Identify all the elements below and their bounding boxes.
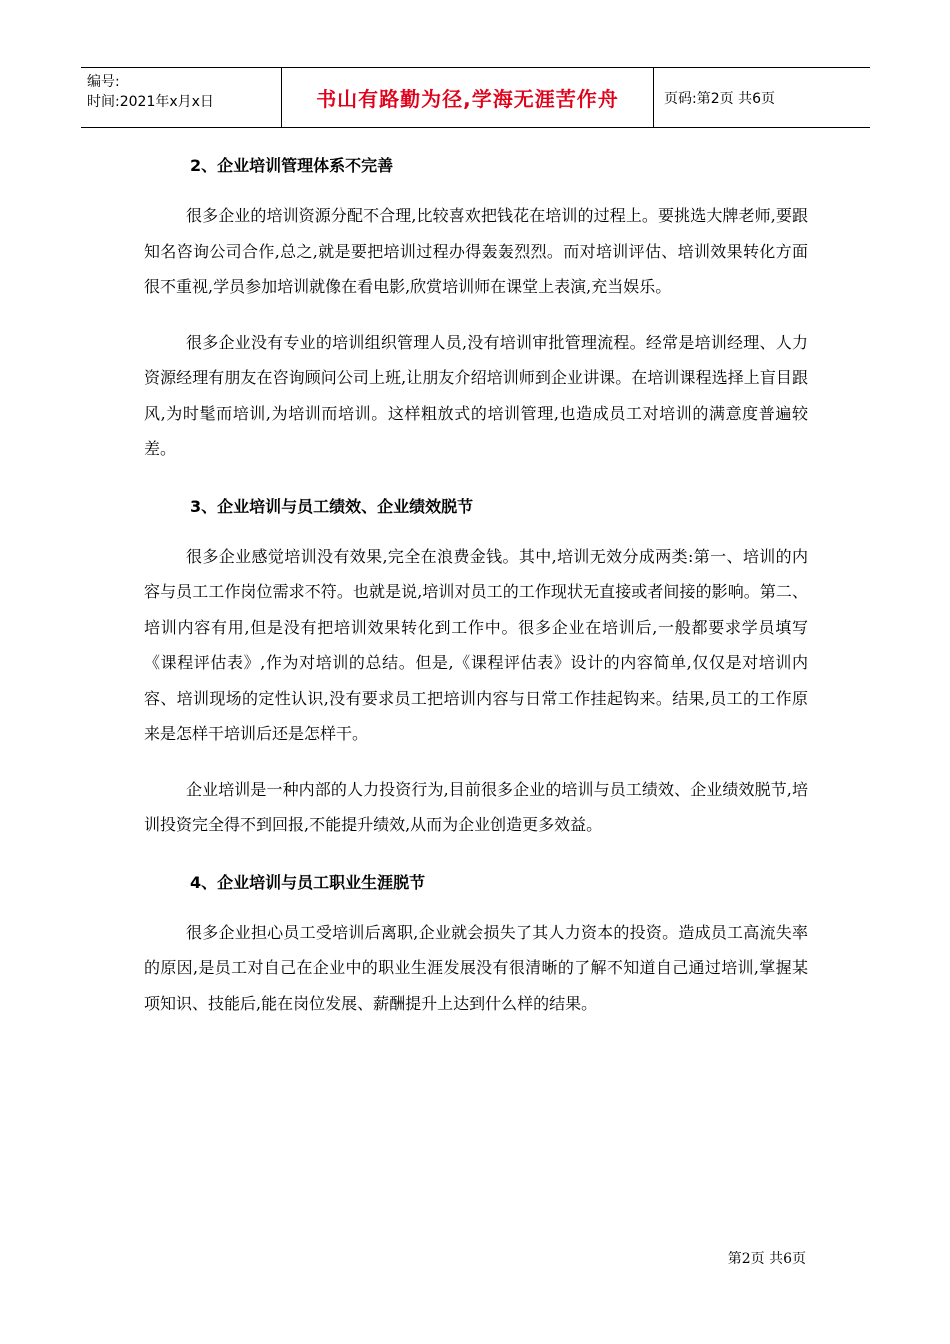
section-4	[144, 863, 808, 1022]
paragraph: 很多企业没有专业的培训组织管理人员,没有培训审批管理流程。经常是培训经理、人力资源经理有朋友在咨询顾问公司上班,让朋友介绍培训师到企业讲课。在培训课程选择上盲目跟风,为时髦而培训,为培训而培训。这样粗放式的培训管理,也造成员工对培训的满意度普遍较差。	[144, 332, 808, 458]
section-3	[144, 487, 808, 863]
document-number-label: 编号:	[87, 74, 120, 90]
paragraph: 很多企业感觉培训没有效果,完全在浪费金钱。其中,培训无效分成两类:第一、培训的内容与员工工作岗位需求不符。也就是说,培训对员工的工作现状无直接或者间接的影响。第二、培训内容有用,但是没有把培训效果转化到工作中。很多企业在培训后,一般都要求学员填写《课程评估表》,作为对培训的总结。但是,《课程评估表》设计的内容简单,仅仅是对培训内容、培训现场的定性认识,没有要求员工把培训内容与日常工作挂起钩来。结果,员工的工作原来是怎样干培训后还是怎样干。	[144, 546, 808, 743]
page-footer: 第2页 共6页	[727, 1251, 806, 1267]
header-meta	[81, 68, 282, 127]
section-heading: 4、企业培训与员工职业生涯脱节	[190, 872, 426, 892]
paragraph: 企业培训是一种内部的人力投资行为,目前很多企业的培训与员工绩效、企业绩效脱节,培训投资完全得不到回报,不能提升绩效,从而为企业创造更多效益。	[144, 779, 808, 834]
paragraph: 很多企业担心员工受培训后离职,企业就会损失了其人力资本的投资。造成员工高流失率的原因,是员工对自己在企业中的职业生涯发展没有很清晰的了解不知道自己通过培训,掌握某项知识、技能后,能在岗位发展、薪酬提升上达到什么样的结果。	[144, 922, 808, 1013]
header-motto: 书山有路勤为径,学海无涯苦作舟	[282, 68, 654, 127]
document-body	[144, 146, 808, 1021]
document-date: 时间:2021年x月x日	[87, 94, 214, 110]
section-heading: 2、企业培训管理体系不完善	[190, 156, 394, 175]
header-page-number: 页码:第2页 共6页	[664, 90, 775, 107]
section-heading: 3、企业培训与员工绩效、企业绩效脱节	[190, 496, 474, 516]
paragraph: 很多企业的培训资源分配不合理,比较喜欢把钱花在培训的过程上。要挑选大牌老师,要跟知名咨询公司合作,总之,就是要把培训过程办得轰轰烈烈。而对培训评估、培训效果转化方面很不重视,学员参加培训就像在看电影,欣赏培训师在课堂上表演,充当娱乐。	[144, 206, 808, 296]
section-2	[144, 146, 808, 487]
page-header	[81, 67, 870, 128]
